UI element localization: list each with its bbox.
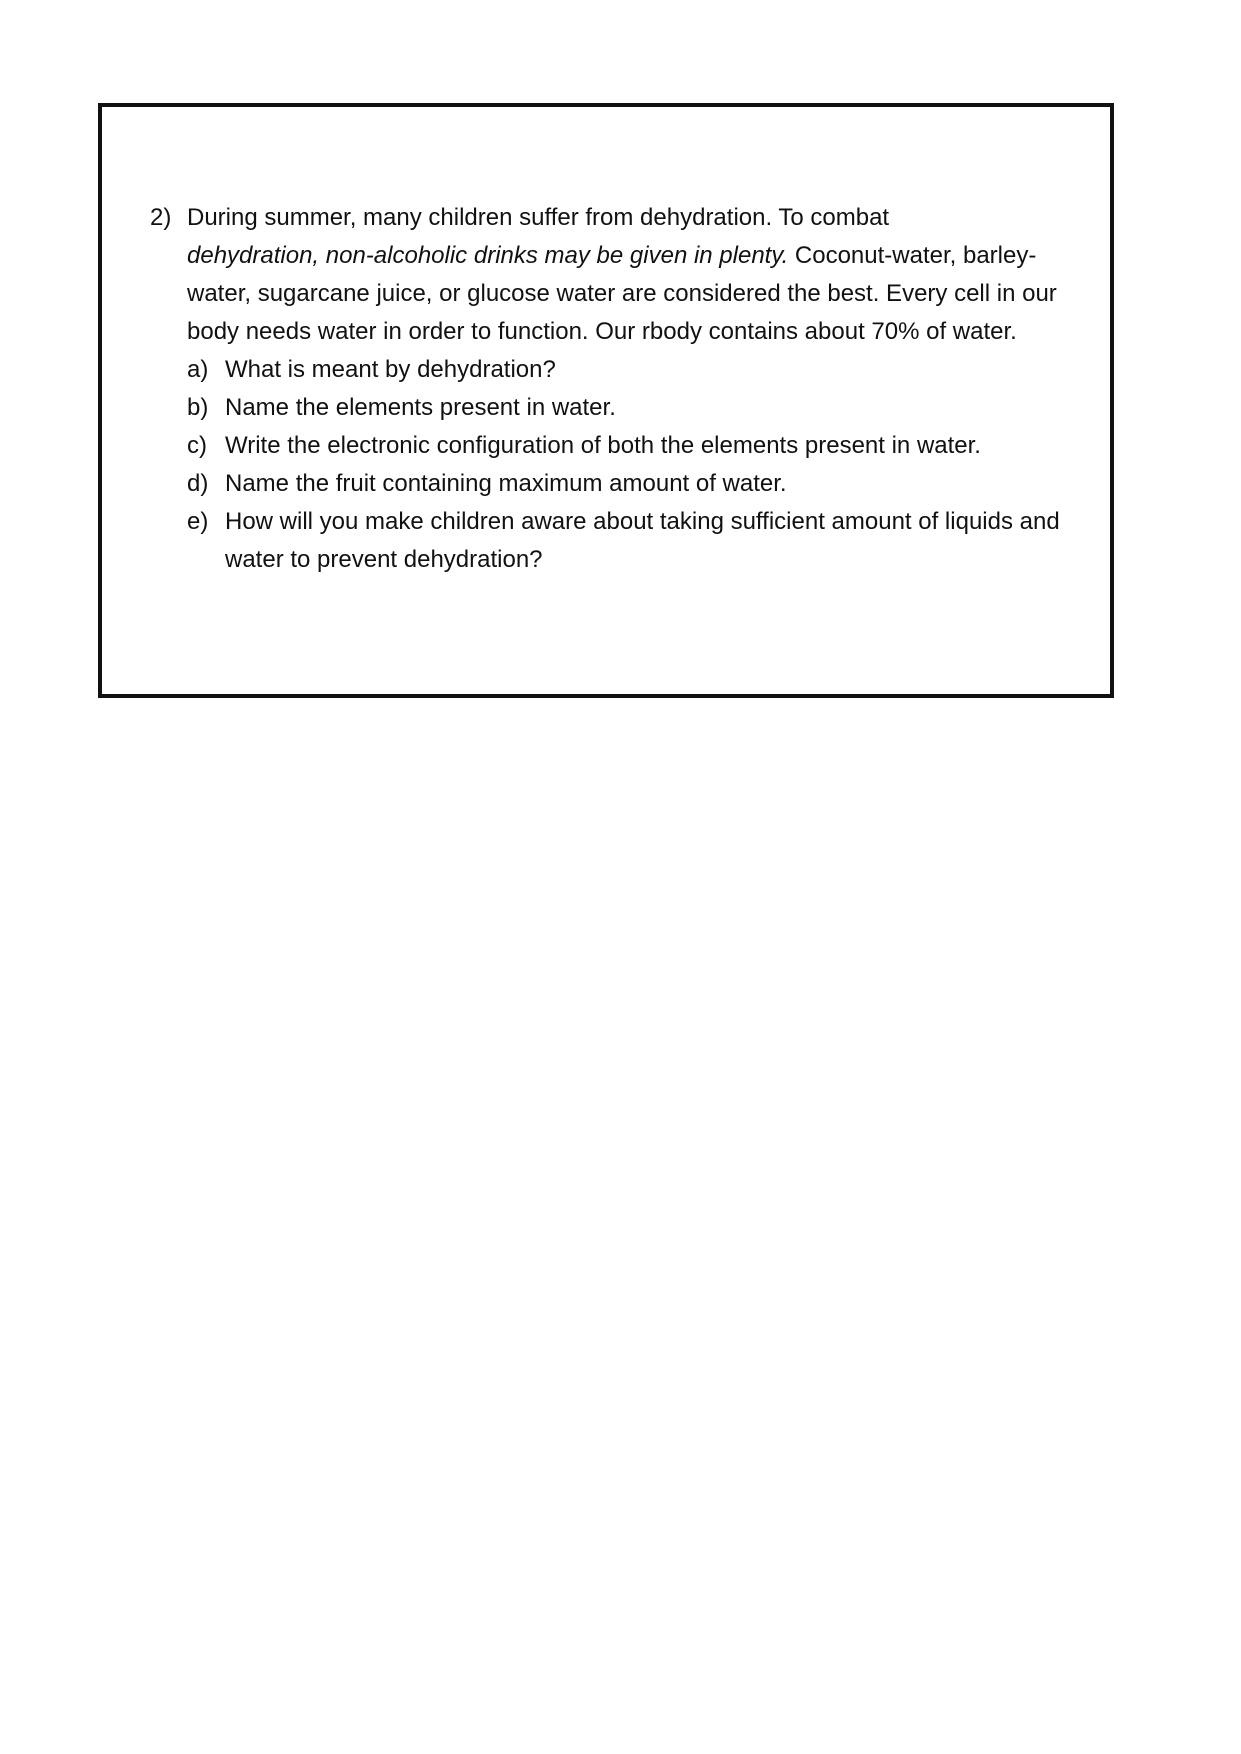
sub-question-text: Name the elements present in water.: [225, 394, 616, 421]
question-2: [150, 199, 1080, 579]
sub-question-letter: a): [187, 356, 209, 383]
intro-part-1: During summer, many children suffer from dehydration. To combat: [187, 204, 890, 231]
sub-question-b: [187, 389, 1080, 427]
sub-question-text: Name the fruit containing maximum amount of water.: [225, 470, 787, 497]
sub-question-letter: b): [187, 394, 209, 421]
question-stem: [150, 199, 1080, 351]
sub-question-text: How will you make children aware about taking sufficient amount of liquids and water to prevent dehydration?: [225, 508, 1060, 573]
sub-question-text: What is meant by dehydration?: [225, 356, 556, 383]
sub-question-text: Write the electronic configuration of both the elements present in water.: [225, 432, 981, 459]
sub-question-list: [187, 351, 1080, 579]
sub-question-a: [187, 351, 1080, 389]
sub-question-c: [187, 427, 1080, 465]
question-box: [98, 103, 1114, 698]
intro-part-2-italic: dehydration, non-alcoholic drinks may be given in plenty.: [187, 242, 789, 269]
question-intro: [187, 199, 1080, 351]
question-number: 2): [150, 204, 172, 231]
intro-part-3: Coconut-water, barley-water, sugarcane juice, or glucose water are considered the best. Every cell in our body needs water in order to function. Our rbody contains about 70% of water.: [187, 242, 1057, 345]
sub-question-letter: d): [187, 470, 209, 497]
sub-question-e: [187, 503, 1080, 579]
sub-question-letter: c): [187, 432, 207, 459]
sub-question-d: [187, 465, 1080, 503]
sub-question-letter: e): [187, 508, 209, 535]
